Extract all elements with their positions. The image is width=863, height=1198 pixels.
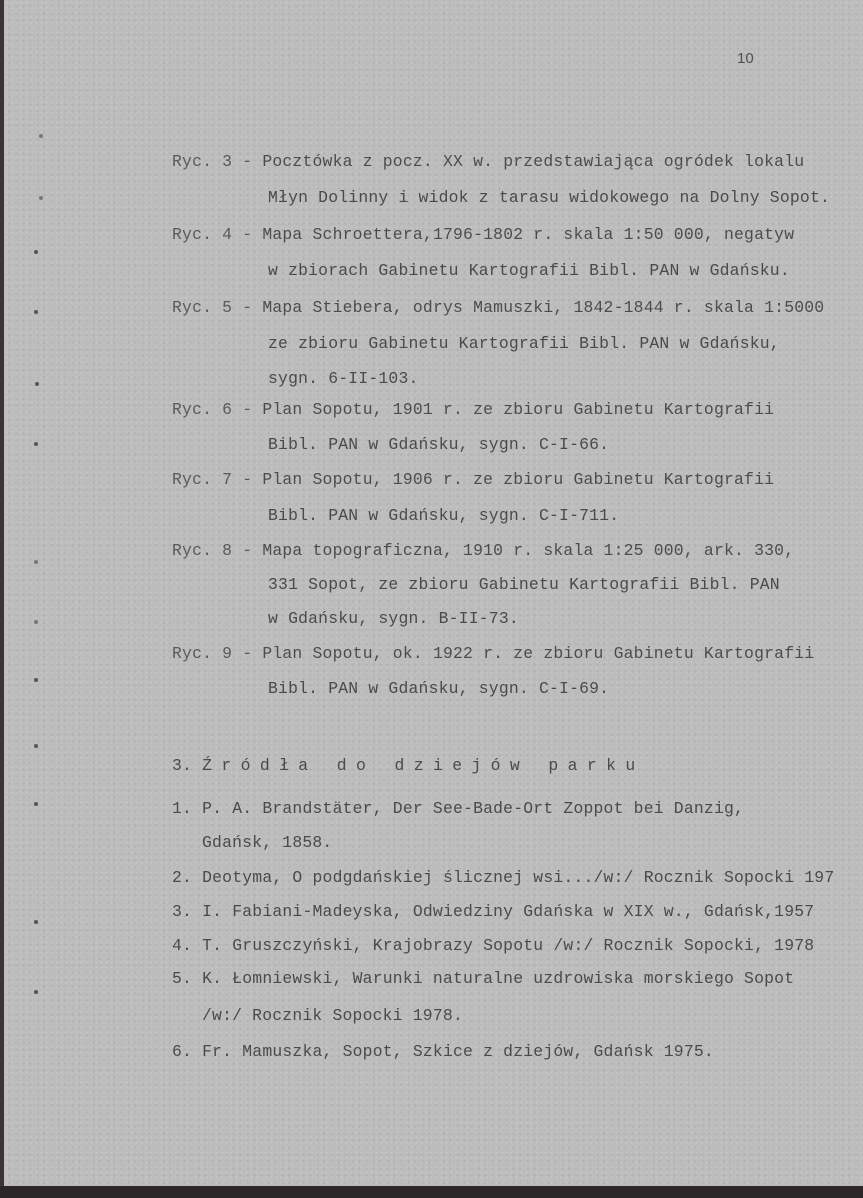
figure-entry bbox=[172, 400, 774, 419]
page-number: 10 bbox=[737, 50, 754, 67]
binding-hole bbox=[35, 382, 39, 386]
source-item: 1. P. A. Brandstäter, Der See-Bade-Ort Zoppot bei Danzig, bbox=[172, 799, 745, 818]
figure-entry bbox=[172, 644, 814, 663]
binding-hole bbox=[34, 620, 38, 624]
source-item-continued: /w:/ Rocznik Sopocki 1978. bbox=[202, 1006, 463, 1025]
figure-text-continued: w Gdańsku, sygn. B-II-73. bbox=[268, 609, 519, 628]
figure-label: Ryc. 9 - bbox=[172, 644, 263, 663]
figure-entry bbox=[172, 225, 794, 244]
source-item: 4. T. Gruszczyński, Krajobrazy Sopotu /w:/ Rocznik Sopocki, 1978 bbox=[172, 936, 815, 955]
binding-hole bbox=[34, 744, 38, 748]
figure-label: Ryc. 4 - bbox=[172, 225, 263, 244]
source-item-continued: Gdańsk, 1858. bbox=[202, 833, 333, 852]
figure-entry bbox=[172, 152, 804, 171]
section-number: 3. bbox=[172, 756, 193, 775]
source-item: 6. Fr. Mamuszka, Sopot, Szkice z dziejów, Gdańsk 1975. bbox=[172, 1042, 714, 1061]
figure-text: Plan Sopotu, ok. 1922 r. ze zbioru Gabinetu Kartografii bbox=[262, 644, 815, 663]
section-title: Źródła do dziejów parku bbox=[202, 756, 645, 775]
figure-label: Ryc. 6 - bbox=[172, 400, 263, 419]
source-item: 2. Deotyma, O podgdańskiej ślicznej wsi.../w:/ Rocznik Sopocki 197 bbox=[172, 868, 835, 887]
figure-text: Mapa Stiebera, odrys Mamuszki, 1842-1844 r. skala 1:5000 bbox=[262, 298, 825, 317]
figure-text-continued: sygn. 6-II-103. bbox=[268, 369, 419, 388]
figure-text-continued: Bibl. PAN w Gdańsku, sygn. C-I-69. bbox=[268, 679, 610, 698]
figure-text: Plan Sopotu, 1906 r. ze zbioru Gabinetu Kartografii bbox=[262, 470, 775, 489]
source-item: 3. I. Fabiani-Madeyska, Odwiedziny Gdańska w XIX w., Gdańsk,1957 bbox=[172, 902, 815, 921]
figure-text-continued: 331 Sopot, ze zbioru Gabinetu Kartografii Bibl. PAN bbox=[268, 575, 780, 594]
figure-text: Mapa Schroettera,1796-1802 r. skala 1:50 000, negatyw bbox=[262, 225, 795, 244]
figure-entry bbox=[172, 541, 794, 560]
figure-entry bbox=[172, 470, 774, 489]
binding-hole bbox=[34, 560, 38, 564]
binding-hole bbox=[39, 196, 43, 200]
binding-hole bbox=[34, 678, 38, 682]
figure-text: Pocztówka z pocz. XX w. przedstawiająca ogródek lokalu bbox=[262, 152, 805, 171]
binding-hole bbox=[34, 250, 38, 254]
section-heading bbox=[172, 756, 645, 775]
binding-hole bbox=[34, 802, 38, 806]
scan-bottom-edge bbox=[0, 1186, 863, 1198]
binding-hole bbox=[34, 310, 38, 314]
figure-text-continued: w zbiorach Gabinetu Kartografii Bibl. PAN w Gdańsku. bbox=[268, 261, 790, 280]
figure-text-continued: ze zbioru Gabinetu Kartografii Bibl. PAN w Gdańsku, bbox=[268, 334, 780, 353]
binding-hole bbox=[34, 990, 38, 994]
source-item: 5. K. Łomniewski, Warunki naturalne uzdrowiska morskiego Sopot bbox=[172, 969, 795, 988]
figure-label: Ryc. 7 - bbox=[172, 470, 263, 489]
figure-text: Plan Sopotu, 1901 r. ze zbioru Gabinetu Kartografii bbox=[262, 400, 775, 419]
figure-entry bbox=[172, 298, 824, 317]
figure-text-continued: Bibl. PAN w Gdańsku, sygn. C-I-66. bbox=[268, 435, 610, 454]
figure-label: Ryc. 3 - bbox=[172, 152, 263, 171]
binding-hole bbox=[34, 442, 38, 446]
figure-text-continued: Bibl. PAN w Gdańsku, sygn. C-I-711. bbox=[268, 506, 620, 525]
binding-hole bbox=[34, 920, 38, 924]
figure-text-continued: Młyn Dolinny i widok z tarasu widokowego na Dolny Sopot. bbox=[268, 188, 831, 207]
figure-label: Ryc. 5 - bbox=[172, 298, 263, 317]
figure-text: Mapa topograficzna, 1910 r. skala 1:25 000, ark. 330, bbox=[262, 541, 795, 560]
figure-label: Ryc. 8 - bbox=[172, 541, 263, 560]
binding-hole bbox=[39, 134, 43, 138]
